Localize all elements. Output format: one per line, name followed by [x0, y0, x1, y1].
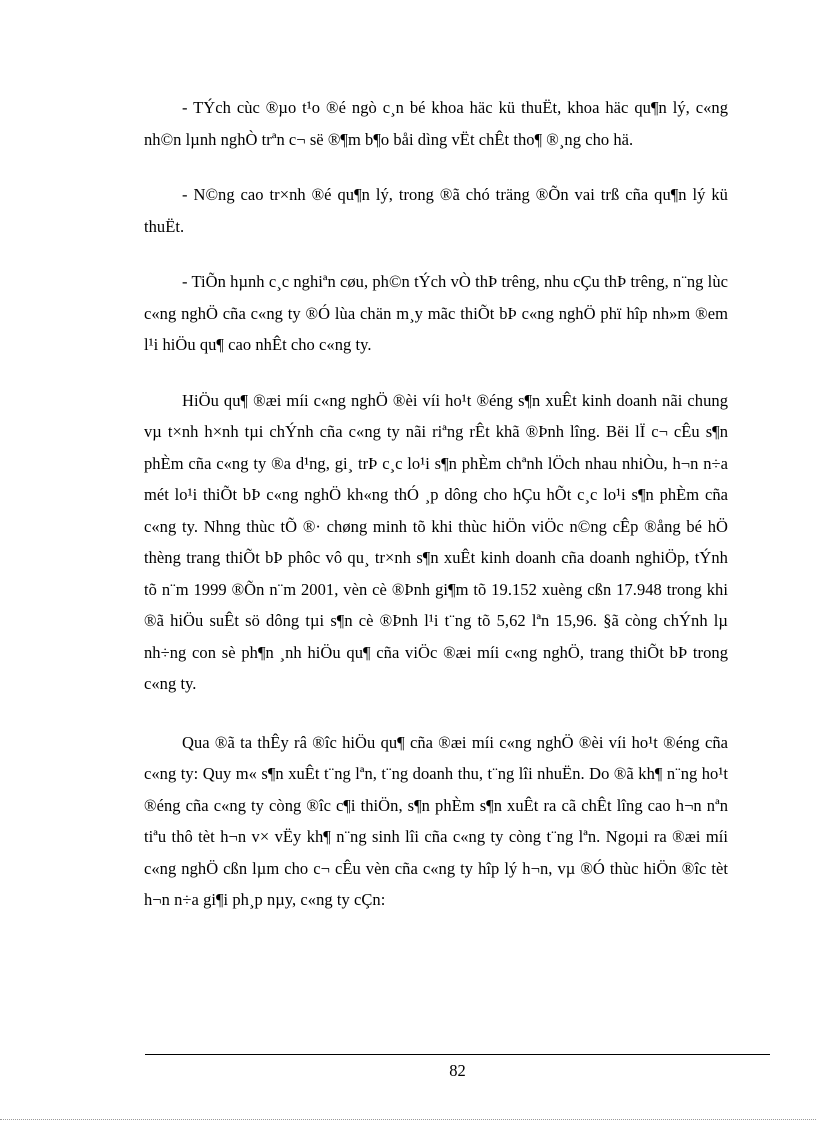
paragraph-conclusion: Qua ®ã ta thÊy râ ®îc hiÖu qu¶ cña ®æi míi c«ng nghÖ ®èi víi ho¹t ®éng cña c«ng ty: Quy m« s¶n xuÊt t¨ng lªn, t¨ng doanh thu, t¨ng lîi nhuËn. Do ®ã kh¶ n¨ng ho¹t ®éng cña c«ng ty còng ®îc c¶i thiÖn, s¶n phÈm s¶n xuÊt ra cã chÊt lîng cao h¬n nªn tiªu thô tèt h¬n v× vËy kh¶ n¨ng sinh lîi cña c«ng ty còng t¨ng lªn. Ngoµi ra ®æi míi c«ng nghÖ cßn lµm cho c¬ cÊu vèn cña c«ng ty hîp lý h¬n, vµ ®Ó thùc hiÖn ®îc tèt h¬n n÷a gi¶i ph¸p nµy, c«ng ty cÇn:	[144, 732, 728, 909]
paragraph-market-research: - TiÕn hµnh c¸c nghiªn cøu, ph©n tÝch vÒ thÞ trêng, nhu cÇu thÞ trêng, n¨ng lùc c«ng nghÖ cña c«ng ty ®Ó lùa chän m¸y mãc thiÕt bÞ c«ng nghÖ phï hîp nh»m ®em l¹i hiÖu qu¶ cao nhÊt cho c«ng ty.	[144, 272, 728, 354]
paragraph-innovation-efficiency: HiÖu qu¶ ®æi míi c«ng nghÖ ®èi víi ho¹t ®éng s¶n xuÊt kinh doanh nãi chung vµ t×nh h×nh tµi chÝnh cña c«ng ty nãi riªng rÊt khã ®Þnh lîng. Bëi lÏ c¬ cÊu s¶n phÈm cña c«ng ty ®a d¹ng, gi¸ trÞ c¸c lo¹i s¶n phÈm chªnh lÖch nhau nhiÒu, h¬n n÷a mét lo¹i thiÕt bÞ c«ng nghÖ kh«ng thÓ ¸p dông cho hÇu hÕt c¸c lo¹i s¶n phÈm cña c«ng ty. Nhng thùc tÕ ®· chøng minh tõ khi thùc hiÖn viÖc n©ng cÊp ®ång bé hÖ thèng trang thiÕt bÞ phôc vô qu¸ tr×nh s¶n xuÊt kinh doanh cña doanh nghiÖp, tÝnh tõ n¨m 1999 ®Õn n¨m 2001, vèn cè ®Þnh gi¶m tõ 19.152 xuèng cßn 17.948 trong khi ®ã hiÖu suÊt sö dông tµi s¶n cè ®Þnh l¹i t¨ng tõ 5,62 lªn 15,96. §ã còng chÝnh lµ nh÷ng con sè ph¶n ¸nh hiÖu qu¶ cña viÖc ®æi míi c«ng nghÖ, trang thiÕt bÞ trong c«ng ty.	[144, 390, 728, 693]
page-number: 82	[449, 1061, 466, 1080]
body-text	[144, 92, 728, 943]
footer-divider	[145, 1054, 770, 1055]
paragraph-staff-training: - TÝch cùc ®µo t¹o ®é ngò c¸n bé khoa häc kü thuËt, khoa häc qu¶n lý, c«ng nh©n lµnh nghÒ trªn c¬ së ®¶m b¶o båi dìng vËt chÊt tho¶ ®¸ng cho hä.	[144, 98, 728, 149]
page-bottom-border	[0, 1119, 816, 1120]
paragraph-management-level: - N©ng cao tr×nh ®é qu¶n lý, trong ®ã chó träng ®Õn vai trß cña qu¶n lý kü thuËt.	[144, 185, 728, 236]
